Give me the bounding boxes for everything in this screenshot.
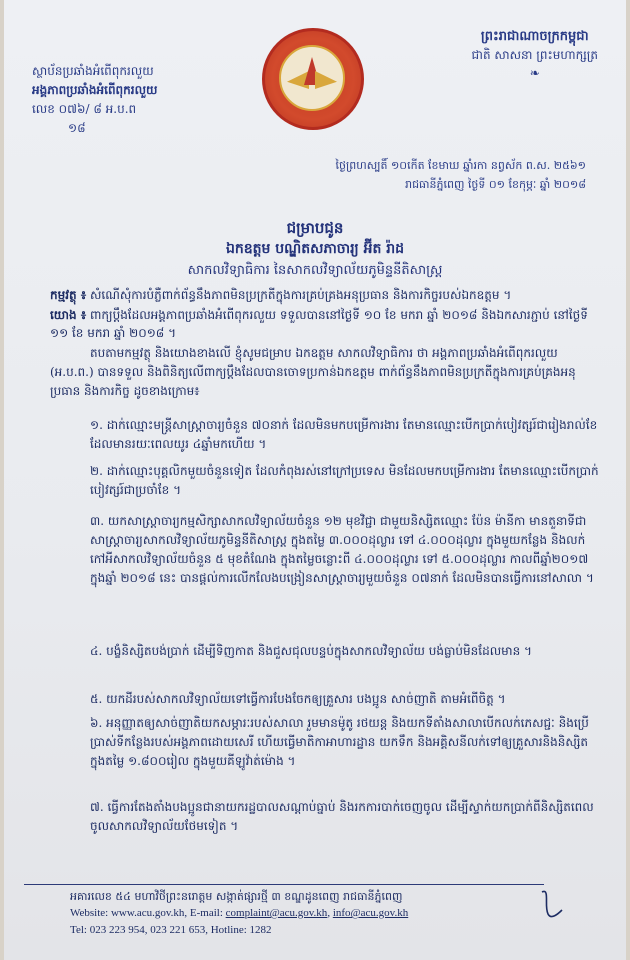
list-item: [90, 798, 600, 836]
seal-right-wing: [315, 71, 337, 89]
email-label: E-mail:: [189, 907, 223, 919]
list-item-number: ៤.: [90, 644, 103, 658]
title-line-2: ឯកឧត្តម បណ្ឌិតសភាចារ្យ អ៊ីត រ៉ាដ: [225, 241, 405, 257]
list-item-number: ២.: [90, 464, 103, 478]
tel-label: Tel:: [70, 924, 87, 936]
acu-seal-logo: [262, 28, 364, 130]
agency-name-1: ស្ថាប័នប្រឆាំងអំពើពុករលួយ: [32, 64, 154, 78]
seal-emblem-icon: [279, 45, 345, 111]
list-item-number: ៦.: [90, 716, 103, 730]
signature-mark: [538, 884, 568, 924]
document-number: [32, 100, 157, 119]
document-number-year: ១៨: [68, 121, 86, 135]
footer-address: អគារលេខ ៥៤ មហាវិថីព្រះនរោត្តម សង្កាត់ផ្សារថ្មី ៣ ខណ្ឌដូនពេញ រាជធានីភ្នំពេញ: [70, 890, 403, 903]
subject-label: កម្មវត្ថុ ៖: [50, 288, 87, 302]
subject-row: [50, 286, 590, 304]
subject-text: សំណើសុំការបំភ្លឺពាក់ព័ន្ធនឹងភាពមិនប្រក្រតីក្នុងការគ្រប់គ្រងអនុប្រធាន និងការកិច្ចរបស់ឯកឧត្តម ។: [89, 288, 512, 302]
footer-contacts: Website: www.acu.gov.kh, E-mail: complaint@acu.gov.kh, info@acu.gov.kh: [70, 907, 409, 919]
title-line-3: សាកលវិទ្យាធិការ នៃសាកលវិទ្យាល័យភូមិន្ទនីតិសាស្ត្រ: [187, 263, 443, 278]
website-label: Website:: [70, 907, 109, 919]
intro-paragraph: តបតាមកម្មវត្ថុ និងយោងខាងលើ ខ្ញុំសូមជម្រាប ឯកឧត្តម សាកលវិទ្យាធិការ ថា អង្គភាពប្រឆាំងអំពើពុករលួយ (អ.ប.ព.) បានទទួល និងពិនិត្យលើពាក្យប្តឹងដែលបានចោទប្រកាន់ឯកឧត្តម ពាក់ព័ន្ធនឹងភាពមិនប្រក្រតីក្នុងការគ្រប់គ្រងអនុប្រធាន និងការកិច្ច ដូចខាងក្រោម៖: [50, 346, 576, 398]
tel-numbers: 023 223 954, 023 221 653,: [89, 924, 208, 936]
complaint-email-link[interactable]: complaint@acu.gov.kh: [225, 907, 328, 919]
recipient-title: [4, 218, 626, 281]
list-item: [90, 416, 600, 454]
list-item: [90, 690, 600, 709]
list-item-number: ៧.: [90, 800, 104, 814]
list-item-number: ៣.: [90, 514, 105, 528]
document-number-text: លេខ ០៧៦/ ៨ អ.ប.ព: [32, 102, 137, 116]
list-item: [90, 512, 600, 588]
document-page: [4, 0, 626, 960]
kingdom-header: [472, 28, 598, 82]
list-item-text: បង្ខំនិស្សិតបង់ប្រាក់ ដើម្បីទិញកាត និងជួសជុលបន្ទប់ក្នុងសាកលវិទ្យាល័យ បង់ធ្លាប់មិនដែលមាន ។: [106, 644, 532, 658]
kingdom-ornament: ❧: [529, 66, 540, 80]
list-item-number: ៥.: [90, 692, 103, 706]
agency-header: [32, 62, 157, 138]
reference-row: [50, 306, 590, 342]
list-item: [90, 714, 600, 771]
lunar-date: ថ្ងៃព្រហស្បតិ៍ ១០កើត ខែមាឃ ឆ្នាំរកា នព្វស័ក ព.ស. ២៥៦១: [335, 159, 586, 172]
title-line-1: ជម្រាបជូន: [286, 219, 344, 237]
agency-name-2: អង្គភាពប្រឆាំងអំពើពុករលួយ: [32, 83, 158, 97]
list-item-text: យកសាស្ត្រាចារ្យកម្មសិក្សាសាកលវិទ្យាល័យចំនួន ១២ មុខវិជ្ជា ជាមួយនិស្សិតឈ្មោះ ប៉ែន ម៉ានីកា មានតួនាទីជាសាស្ត្រាចារ្យសាកលវិទ្យាល័យភូមិន្ទនីតិសាស្ត្រ ក្នុងតម្លៃ ៣.០០០ដុល្លារ ទៅ ៤.០០០ដុល្លារ ក្នុងមួយកន្លែង និងលក់កៅអីសាកលវិទ្យាល័យចំនួន ៥ មុខតំណែង ក្នុងតម្លៃចន្លោះពី ៤.០០០ដុល្លារ ទៅ ៥.០០០ដុល្លារ កាលពីឆ្នាំ២០១៧ ក្នុងឆ្នាំ ២០១៨ នេះ បានផ្តល់ការលើកលែងបង្រៀនសាស្ត្រាចារ្យមួយចំនួន ០៧នាក់ ដែលមិនបានធ្វើការនៅសាលា ។: [90, 514, 594, 585]
kingdom-title: ព្រះរាជាណាចក្រកម្ពុជា: [480, 29, 589, 44]
list-item: [90, 462, 600, 500]
solar-date: រាជធានីភ្នំពេញ ថ្ងៃទី ០១ ខែកុម្ភៈ ឆ្នាំ ២០១៨: [405, 178, 586, 191]
footer-divider: [24, 884, 544, 885]
list-item-text: ដាក់ឈ្មោះមន្ត្រីសាស្ត្រាចារ្យចំនួន ៧០នាក់ ដែលមិនមកបម្រើការងារ តែមានឈ្មោះបើកប្រាក់បៀវត្សរ៍ជារៀងរាល់ខែ ដែលមានរយៈពេលយូរ ៤ឆ្នាំមកហើយ ។: [90, 418, 598, 451]
footer: [70, 888, 590, 939]
footer-phones: [70, 922, 590, 939]
list-item-text: ដាក់ឈ្មោះបុគ្គលិកមួយចំនួនទៀត ដែលកំពុងរស់នៅក្រៅប្រទេស មិនដែលមកបម្រើការងារ តែមានឈ្មោះបើកប្រាក់បៀវត្សរ៍ជាប្រចាំខែ ។: [90, 464, 599, 497]
reference-label: យោង ៖: [50, 308, 87, 322]
list-item-number: ១.: [90, 418, 103, 432]
list-item-text: ធ្វើការតែងតាំងបងប្អូនជានាយករដ្ឋបាលសណ្តាប់ធ្នាប់ និងរកការបាក់ចេញចូល ដើម្បីស្ទាក់យកប្រាក់ពីនិស្សិតពេលចូលសាកលវិទ្យាល័យថែមទៀត ។: [90, 800, 594, 833]
date-block: [336, 156, 586, 194]
reference-text: ពាក្យប្តឹងដែលអង្គភាពប្រឆាំងអំពើពុករលួយ ទទួលបាននៅថ្ងៃទី ១០ ខែ មករា ឆ្នាំ ២០១៨ និងឯកសារភ្ជាប់ នៅថ្ងៃទី ១១ ខែ មករា ឆ្នាំ ២០១៨ ។: [50, 308, 588, 340]
list-item-text: យកដីរបស់សាកលវិទ្យាល័យទៅធ្វើការបែងចែកឲ្យគ្រួសារ បងប្អូន សាច់ញាតិ តាមអំពើចិត្ត ។: [106, 692, 506, 706]
kingdom-motto: ជាតិ សាសនា ព្រះមហាក្សត្រ: [471, 48, 598, 62]
website-link[interactable]: www.acu.gov.kh,: [110, 907, 188, 919]
hotline-number: 1282: [249, 924, 272, 936]
info-email-link[interactable]: info@acu.gov.kh: [332, 907, 409, 919]
list-item: [90, 642, 600, 661]
list-item-text: អនុញ្ញាតឲ្យសាច់ញាតិយកសម្ភារៈរបស់សាលា រួមមានម៉ូតូ រថយន្ត និងយកទីតាំងសាលាបើកលក់ភេសជ្ជៈ និងប្រើប្រាស់ទីកន្លែងរបស់អង្គភាពដោយសេរី ហើយធ្វើមាតិកាអាហារដ្ឋាន យកទឹក និងអគ្គិសនីលក់ទៅឲ្យគ្រួសារនិងនិស្សិតក្នុងតម្លៃ ១.៨០០រៀល ក្នុងមួយគីឡូវ៉ាត់ម៉ោង ។: [90, 716, 589, 768]
hotline-label: Hotline:: [210, 924, 247, 936]
